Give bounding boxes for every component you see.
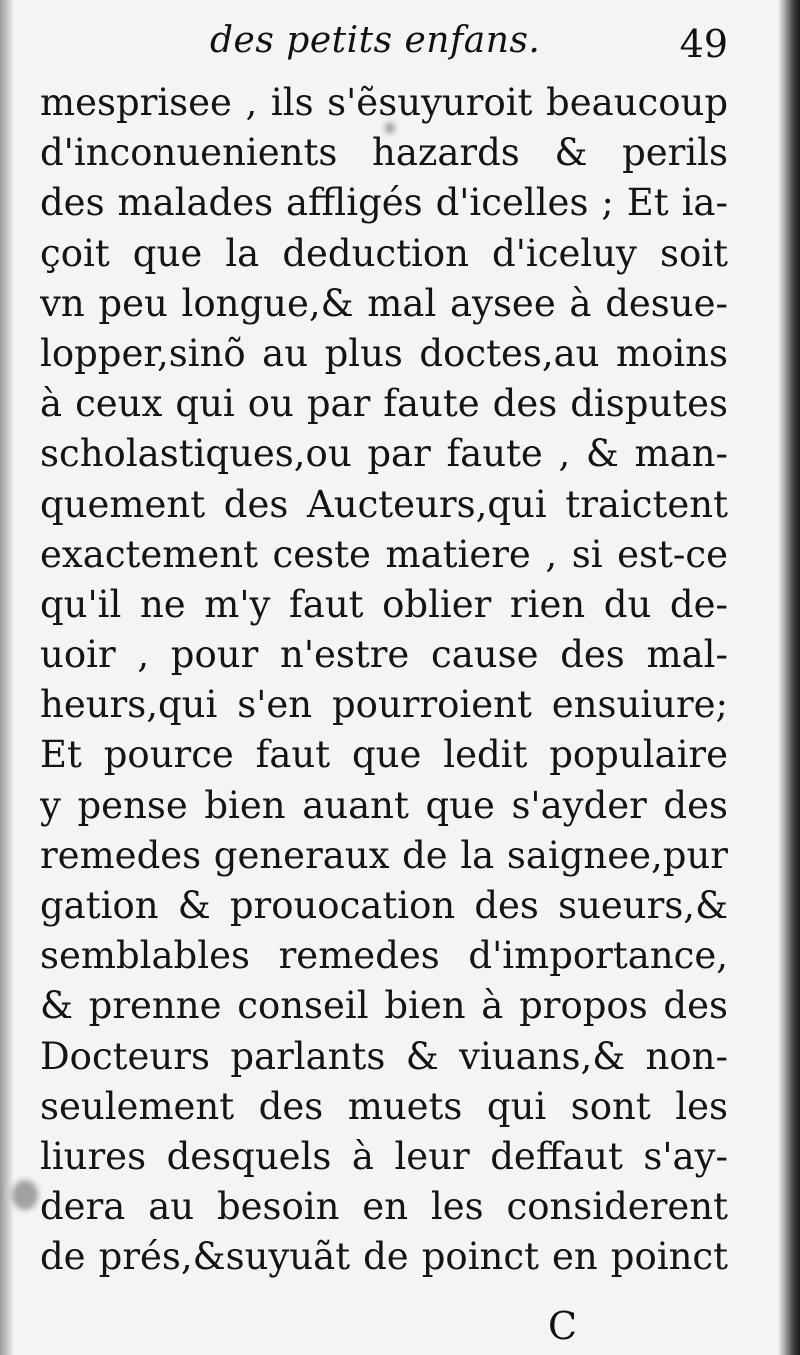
- ink-smudge: [385, 122, 395, 134]
- text-line: uoir , pour n'estre cause des mal-: [40, 633, 728, 677]
- text-line: mesprisee , ils s'ẽsuyuroit beaucoup: [40, 81, 728, 124]
- running-head: des petits enfans.: [210, 20, 541, 61]
- text-line: des malades affligés d'icelles ; Et ia-: [40, 181, 728, 225]
- text-line: heurs,qui s'en pourroient ensuiure;: [40, 683, 728, 727]
- text-line: de prés,&suyuãt de poinct en poinct: [40, 1235, 728, 1279]
- text-line: remedes generaux de la saignee,pur: [40, 833, 728, 877]
- text-line: semblables remedes d'importance,: [40, 934, 728, 978]
- text-line: y pense bien auant que s'ayder des: [40, 783, 728, 827]
- text-line: Et pource faut que ledit populaire: [40, 733, 728, 777]
- text-line: qu'il ne m'y faut oblier rien du de-: [40, 582, 728, 626]
- ink-smudge: [12, 1180, 38, 1210]
- text-line: à ceux qui ou par faute des disputes: [40, 382, 728, 426]
- text-line: exactement ceste matiere , si est-ce: [40, 532, 728, 576]
- page-number: 49: [679, 22, 728, 66]
- text-line: seulement des muets qui sont les: [40, 1084, 728, 1128]
- signature-mark: C: [548, 1304, 578, 1348]
- text-line: gation & prouocation des sueurs,&: [40, 884, 728, 927]
- text-line: lopper,sinõ au plus doctes,au moins: [40, 331, 728, 375]
- text-line: quement des Aucteurs,qui traictent: [40, 482, 728, 526]
- text-line: scholastiques,ou par faute , & man-: [40, 432, 728, 476]
- page-header: [0, 18, 800, 76]
- text-line: d'inconuenients hazards & perils: [40, 131, 728, 175]
- text-line: çoit que la deduction d'iceluy soit: [40, 231, 728, 275]
- text-line: vn peu longue,& mal aysee à desue-: [40, 281, 728, 325]
- text-line: Docteurs parlants & viuans,& non-: [40, 1034, 728, 1078]
- body-text: [40, 78, 728, 1283]
- text-line: dera au besoin en les considerent: [40, 1185, 728, 1229]
- text-line: liures desquels à leur deffaut s'ay-: [40, 1134, 728, 1178]
- text-line: & prenne conseil bien à propos des: [40, 984, 728, 1028]
